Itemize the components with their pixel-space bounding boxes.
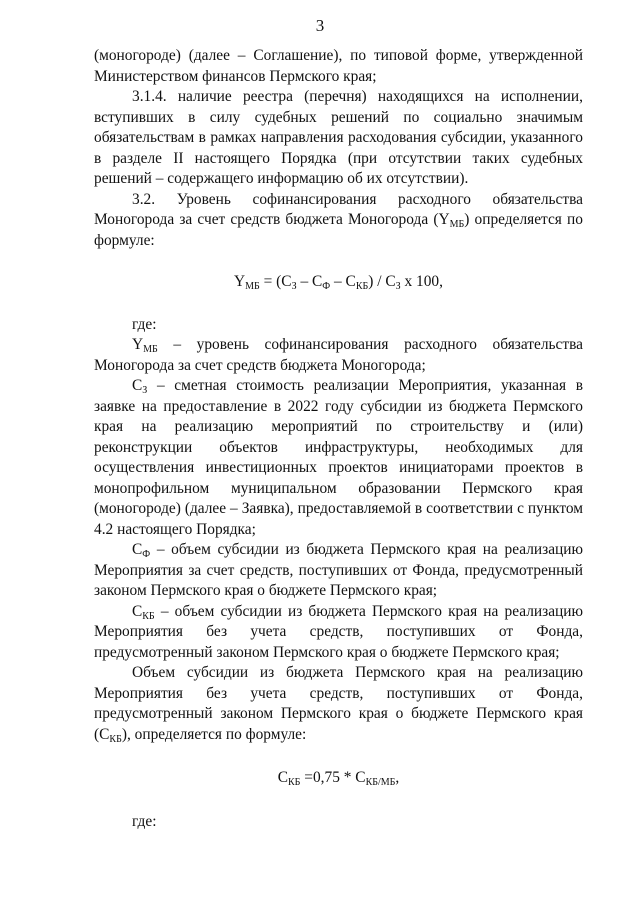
formula2-rhs-sub: КБ/МБ — [365, 777, 396, 788]
paragraph-3-2 — [94, 190, 583, 252]
formula1-t3-sub: КБ — [355, 281, 369, 292]
definition-cf — [94, 540, 583, 602]
formula1-lhs-var: Y — [234, 273, 246, 290]
var-ymb-sub: МБ — [449, 219, 465, 230]
formula-cofinancing-level — [94, 272, 583, 293]
paragraph-subsidy-volume — [94, 663, 583, 745]
def-ckb-letter: С — [132, 602, 143, 620]
where-label-2: где: — [132, 812, 157, 830]
formula2-lhs-sub: КБ — [288, 777, 301, 788]
formula1-lhs-sub: МБ — [245, 281, 260, 292]
formula2-tail: , — [395, 769, 400, 786]
def-ymb-sub: МБ — [143, 344, 158, 355]
def-cz-var — [132, 377, 147, 394]
volume-var — [99, 726, 122, 743]
definition-ymb — [94, 335, 583, 376]
def-cf-text: – объем субсидии из бюджета Пермского края на реализацию Мероприятия за счет средств, поступивших от Фонда, предусмотренный законом Пермского края о бюджете Пермского края; — [94, 541, 583, 599]
formula1-eq-open: = (С — [259, 273, 292, 290]
def-ymb-text: – уровень софинансирования расходного обязательства Моногорода за счет средств бюджета Моногорода; — [94, 336, 583, 374]
def-cf-letter: С — [132, 541, 143, 558]
definition-ckb — [94, 602, 583, 664]
definition-cz — [94, 376, 583, 540]
formula1-t2-sub: Ф — [322, 281, 331, 292]
volume-text-a: Объем субсидии из бюджета Пермского края на реализацию Мероприятия без учета средств, поступивших от Фонда, предусмотренный законом Пермского края о бюджете Пермского края ( — [94, 664, 583, 743]
page-number: 3 — [315, 16, 325, 35]
formula1-t4-sub: З — [395, 281, 401, 292]
formula-subsidy-volume — [94, 768, 583, 789]
def-ymb-letter: Y — [132, 336, 144, 353]
var-ymb — [438, 211, 464, 228]
formula2-mid: =0,75 * С — [300, 769, 366, 786]
formula1-minus2: – С — [330, 273, 356, 290]
volume-text-b: ), определяется по формуле: — [121, 725, 307, 743]
volume-var-sub: КБ — [109, 733, 122, 745]
def-cz-text: – сметная стоимость реализации Мероприятия, указанная в заявке на предоставление в 2022 году субсидии из бюджета Пермского края на реализацию мероприятий по строительству и (или) реконструкции объектов инфраструктуры, необходимых для осуществления инвестиционных проектов инициаторами проектов в монопрофильном муниципальном образовании Пермского края (моногороде) (далее – Заявка), предоставляемой в соответствии с пунктом 4.2 настоящего Порядка; — [94, 377, 583, 538]
where-label-1: где: — [132, 315, 157, 333]
def-cf-var — [132, 541, 150, 558]
paragraph-3-2-text-b: ) определяется по формуле: — [94, 211, 583, 249]
formula1-tail: x 100, — [400, 273, 443, 290]
def-cz-letter: С — [132, 377, 143, 394]
paragraph-3-1-4: 3.1.4. наличие реестра (перечня) находящихся на исполнении, вступивших в силу судебных решений по социально значимым обязательствам в рамках направления расходования субсидии, указанного в разделе II настоящего Порядка (при отсутствии таких судебных решений – содержащего информацию об их отсутствии). — [94, 88, 583, 187]
def-ckb-sub: КБ — [142, 610, 155, 622]
def-ymb-var — [132, 336, 158, 353]
formula1-t1-sub: З — [291, 281, 297, 292]
document-body — [94, 46, 583, 832]
volume-var-letter: С — [99, 725, 110, 743]
var-ymb-letter: Y — [438, 211, 450, 228]
formula1-minus1: – С — [296, 273, 323, 290]
def-cf-sub: Ф — [142, 549, 151, 560]
paragraph-agreement: (моногороде) (далее – Соглашение), по типовой форме, утвержденной Министерством финансов Пермского края; — [94, 47, 583, 85]
formula2-lhs-var: С — [277, 769, 289, 786]
def-cz-sub: З — [142, 385, 148, 396]
def-ckb-text: – объем субсидии из бюджета Пермского края на реализацию Мероприятия без учета средств, поступивших от Фонда, предусмотренный законом Пермского края о бюджете Пермского края; — [94, 602, 583, 661]
def-ckb-var — [132, 603, 155, 620]
paragraph-3-2-text-a: 3.2. Уровень софинансирования расходного обязательства Моногорода за счет средств бюджета Моногорода ( — [94, 190, 583, 228]
formula1-div: ) / С — [368, 273, 396, 290]
